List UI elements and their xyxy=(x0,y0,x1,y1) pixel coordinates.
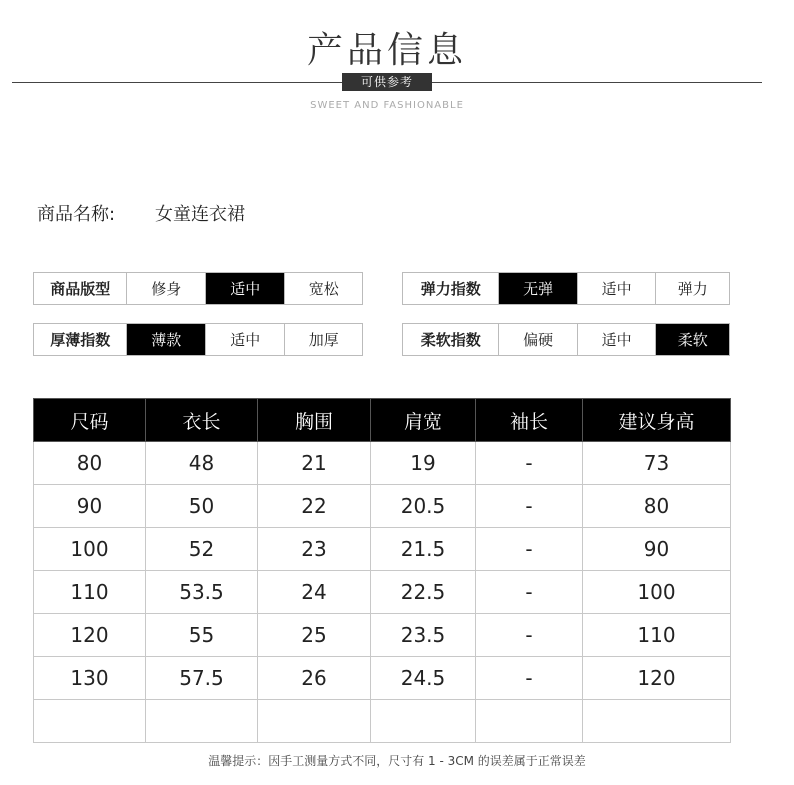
page-subtitle: SWEET AND FASHIONABLE xyxy=(310,100,464,111)
attr-thickness xyxy=(33,323,363,356)
attr-option: 宽松 xyxy=(308,280,339,298)
size-table-body xyxy=(34,442,731,743)
attr-label: 柔软指数 xyxy=(403,324,499,355)
table-row xyxy=(34,442,731,485)
table-cell xyxy=(371,700,476,743)
table-cell xyxy=(34,700,146,743)
table-cell xyxy=(146,700,258,743)
product-name-value: 女童连衣裙 xyxy=(155,204,245,225)
table-cell: 25 xyxy=(258,614,371,657)
table-row xyxy=(34,485,731,528)
table-cell xyxy=(583,700,731,743)
table-cell: 48 xyxy=(146,442,258,485)
attr-elasticity xyxy=(402,272,730,305)
attr-option: 柔软 xyxy=(656,324,729,355)
table-cell: 55 xyxy=(146,614,258,657)
table-cell: - xyxy=(476,571,583,614)
table-row xyxy=(34,657,731,700)
column-header: 胸围 xyxy=(258,399,371,442)
attr-label: 商品版型 xyxy=(34,273,127,304)
table-cell: 57.5 xyxy=(146,657,258,700)
table-cell: 80 xyxy=(34,442,146,485)
table-cell: 24.5 xyxy=(371,657,476,700)
table-cell xyxy=(476,700,583,743)
attr-option: 修身 xyxy=(127,273,206,304)
table-cell: 23.5 xyxy=(371,614,476,657)
table-cell: 22 xyxy=(258,485,371,528)
table-cell: 90 xyxy=(583,528,731,571)
attr-option: 加厚 xyxy=(308,331,339,349)
table-row xyxy=(34,528,731,571)
table-cell: - xyxy=(476,614,583,657)
table-cell: 22.5 xyxy=(371,571,476,614)
attr-option: 适中 xyxy=(206,324,286,355)
attr-option: 无弹 xyxy=(499,273,578,304)
table-cell: 120 xyxy=(583,657,731,700)
attr-option: 薄款 xyxy=(127,324,206,355)
table-cell: 120 xyxy=(34,614,146,657)
table-cell: 100 xyxy=(34,528,146,571)
table-cell: 21.5 xyxy=(371,528,476,571)
table-cell: - xyxy=(476,657,583,700)
attr-softness xyxy=(402,323,730,356)
table-cell: 110 xyxy=(34,571,146,614)
table-cell: 73 xyxy=(583,442,731,485)
table-cell: 130 xyxy=(34,657,146,700)
attr-fit xyxy=(33,272,363,305)
product-name-label: 商品名称: xyxy=(37,204,116,225)
table-cell: 52 xyxy=(146,528,258,571)
page-title: 产品信息 xyxy=(306,30,467,71)
size-table xyxy=(33,398,731,743)
attr-option: 适中 xyxy=(578,324,657,355)
attr-option: 弹力 xyxy=(677,280,708,298)
table-cell: 80 xyxy=(583,485,731,528)
reference-tag: 可供参考 xyxy=(342,73,432,91)
table-cell xyxy=(258,700,371,743)
table-cell: - xyxy=(476,442,583,485)
table-row xyxy=(34,614,731,657)
table-cell: 50 xyxy=(146,485,258,528)
product-name-row xyxy=(37,200,245,226)
table-cell: - xyxy=(476,528,583,571)
table-row xyxy=(34,700,731,743)
attr-label: 厚薄指数 xyxy=(34,324,127,355)
measurement-note: 温馨提示：因手工测量方式不同，尺寸有 1 - 3CM 的误差属于正常误差 xyxy=(208,754,586,768)
table-cell: 100 xyxy=(583,571,731,614)
table-cell: 23 xyxy=(258,528,371,571)
table-cell: 26 xyxy=(258,657,371,700)
table-cell: 21 xyxy=(258,442,371,485)
column-header: 尺码 xyxy=(34,399,146,442)
table-cell: 24 xyxy=(258,571,371,614)
column-header: 袖长 xyxy=(476,399,583,442)
table-cell: 20.5 xyxy=(371,485,476,528)
attr-option: 偏硬 xyxy=(499,324,578,355)
attr-label: 弹力指数 xyxy=(403,273,499,304)
column-header: 肩宽 xyxy=(371,399,476,442)
table-cell: - xyxy=(476,485,583,528)
attr-option: 适中 xyxy=(206,273,286,304)
column-header: 衣长 xyxy=(146,399,258,442)
attr-option: 适中 xyxy=(578,273,657,304)
table-cell: 53.5 xyxy=(146,571,258,614)
size-table-header xyxy=(34,399,731,442)
table-cell: 90 xyxy=(34,485,146,528)
table-row xyxy=(34,571,731,614)
column-header: 建议身高 xyxy=(583,399,731,442)
table-cell: 110 xyxy=(583,614,731,657)
table-cell: 19 xyxy=(371,442,476,485)
